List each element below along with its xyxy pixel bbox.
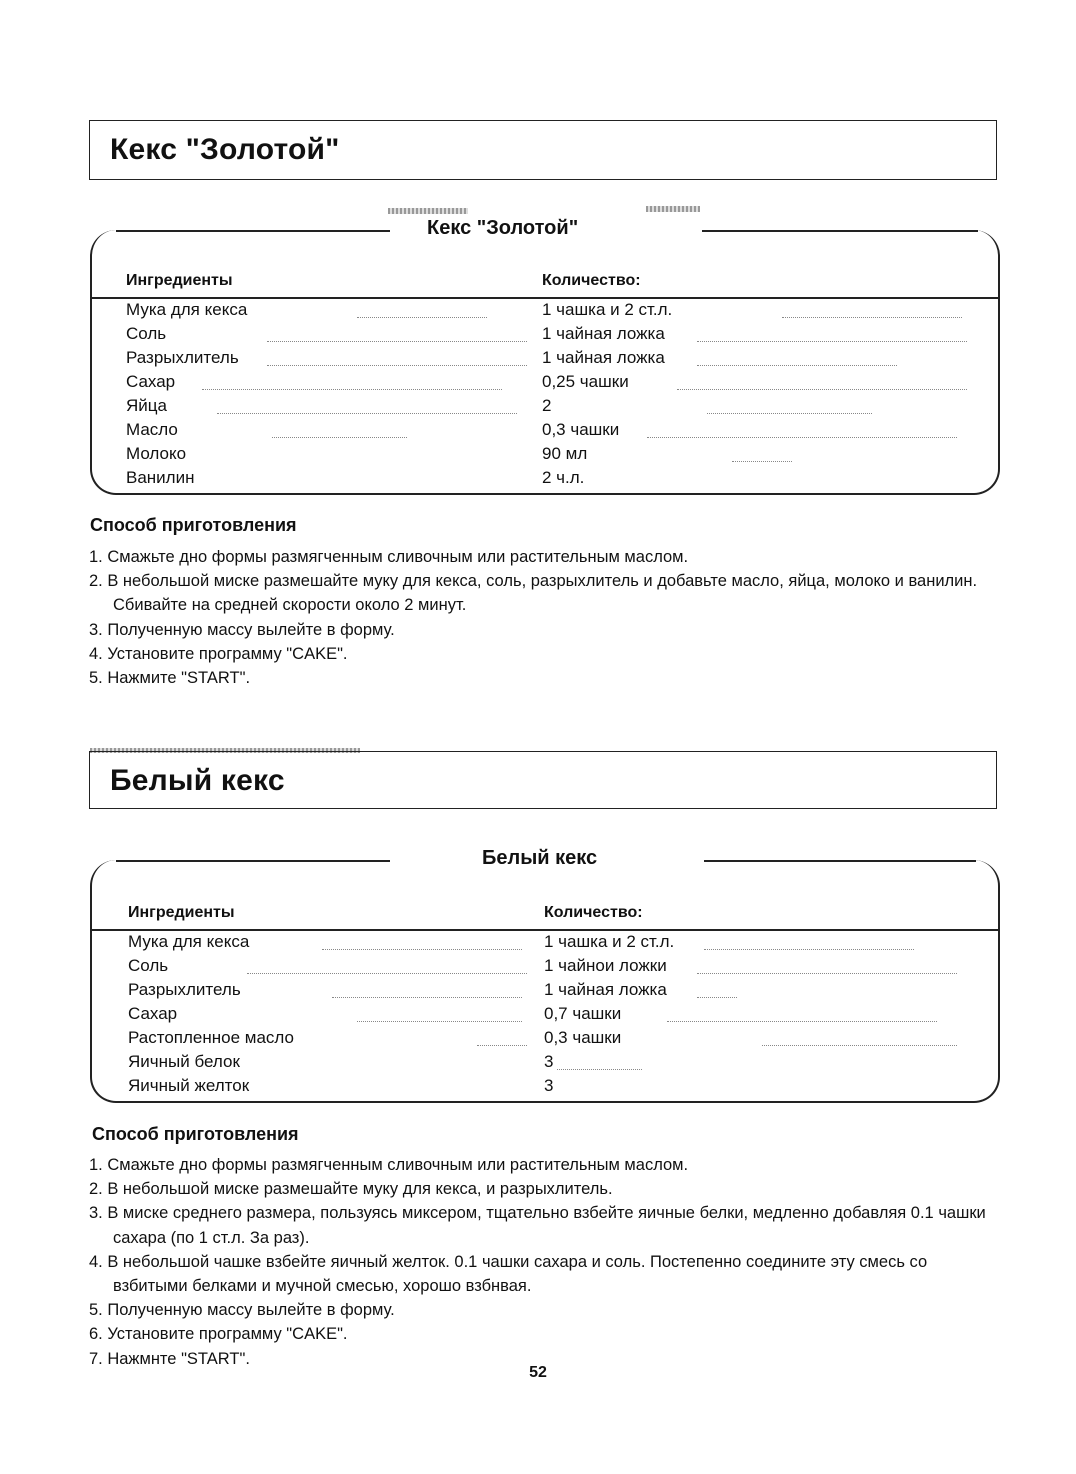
header-rule (92, 297, 998, 299)
section-title: Белый кекс (110, 764, 285, 797)
leader-dots (357, 1019, 522, 1022)
ingredient-row (92, 300, 998, 324)
ingredient-row (92, 468, 998, 492)
leader-dots (704, 947, 914, 950)
ingredient-quantity: 1 чайнои ложки (544, 956, 667, 975)
ingredient-name: Сахар (128, 1004, 178, 1023)
leader-dots (647, 435, 957, 438)
ingredients-column-header: Ингредиенты (128, 904, 235, 921)
ingredient-row (92, 1028, 998, 1052)
ingredient-name: Яйца (126, 396, 167, 415)
ingredient-quantity: 0,25 чашки (542, 372, 629, 391)
ingredient-row (92, 980, 998, 1004)
ingredient-row (92, 1076, 998, 1100)
leader-dots (707, 411, 872, 414)
ingredient-name: Ванилин (126, 468, 195, 487)
leader-dots (697, 971, 957, 974)
method-step: 1. Смажьте дно формы размягченным сливочным или растительным маслом. (89, 1156, 689, 1174)
method-step: 3. В миске среднего размера, пользуясь миксером, тщательно взбейте яичные белки, медленно добавляя 0.1 чашки сахара (по 1 ст.л. За раз). (89, 1204, 986, 1247)
table-title: Белый кекс (482, 847, 598, 869)
method-step: 2. В небольшой миске размешайте муку для кекса, и разрыхлитель. (89, 1180, 613, 1199)
section-title: Кекс "Золотой" (110, 133, 340, 166)
ingredient-quantity: 0,3 чашки (544, 1028, 622, 1047)
ingredient-quantity: 3 (544, 1076, 554, 1095)
leader-dots (247, 971, 527, 974)
shade-decoration (388, 208, 468, 214)
ingredient-name: Масло (126, 420, 178, 439)
ingredient-name: Разрыхлитель (128, 980, 241, 999)
method-steps (89, 545, 1004, 690)
leader-dots (267, 339, 527, 342)
leader-dots (762, 1043, 957, 1046)
ingredient-name: Разрыхлитель (126, 348, 239, 367)
ingredient-name: Сахар (126, 372, 176, 391)
method-step: 2. В небольшой миске размешайте муку для кекса, соль, разрыхлитель и добавьте масло, яйца, молоко и ванилин. Сбивайте на средней скорости около 2 минут. (89, 572, 978, 615)
ingredient-name: Мука для кекса (128, 932, 250, 951)
method-step: 7. Нажмнте "START". (89, 1349, 250, 1368)
leader-dots (267, 363, 527, 366)
ingredient-quantity: 0,3 чашки (542, 420, 620, 439)
quantity-column-header: Количество: (544, 904, 643, 921)
section-title-box (89, 120, 997, 180)
leader-dots (357, 315, 487, 318)
leader-dots (217, 411, 517, 414)
ingredient-quantity: 2 ч.л. (542, 468, 585, 487)
ingredient-quantity: 90 мл (542, 444, 588, 463)
ingredient-name: Соль (128, 956, 169, 975)
method-step: 3. Полученную массу вылейте в форму. (89, 620, 395, 639)
panel-top-line (116, 860, 390, 862)
method-step: 4. В небольшой чашке взбейте яичный желток. 0.1 чашки сахара и соль. Постепенно соедините эту смесь со взбитыми белками и мучной смесью, хорошо взбнвая. (89, 1252, 928, 1296)
leader-dots (732, 459, 792, 462)
ingredient-row (92, 372, 998, 396)
quantity-column-header: Количество: (542, 272, 641, 289)
leader-dots (557, 1067, 642, 1070)
ingredient-row (92, 956, 998, 980)
ingredient-name: Соль (126, 324, 167, 343)
method-heading: Способ приготовления (90, 515, 297, 535)
leader-dots (272, 435, 407, 438)
ingredients-panel (90, 217, 1000, 495)
ingredient-name: Молоко (126, 444, 187, 463)
panel-top-line (704, 860, 976, 862)
shade-decoration (646, 206, 700, 212)
method-steps (89, 1153, 1004, 1371)
leader-dots (332, 995, 522, 998)
ingredient-row (92, 396, 998, 420)
header-rule (92, 929, 998, 931)
ingredient-quantity: 1 чайная ложка (542, 324, 665, 343)
ingredient-quantity: 0,7 чашки (544, 1004, 622, 1023)
method-step: 6. Установите программу "CAKE". (89, 1325, 348, 1344)
leader-dots (782, 315, 962, 318)
ingredient-quantity: 1 чайная ложка (542, 348, 665, 367)
ingredient-row (92, 324, 998, 348)
ingredient-quantity: 1 чашка и 2 ст.л. (542, 300, 673, 319)
ingredient-quantity: 1 чашка и 2 ст.л. (544, 932, 675, 951)
ingredient-quantity: 2 (542, 396, 552, 415)
ingredients-column-header: Ингредиенты (126, 272, 233, 289)
ingredient-row (92, 1004, 998, 1028)
ingredient-row (92, 348, 998, 372)
method-heading: Способ приготовления (92, 1124, 299, 1144)
method-step: 5. Нажмите "START". (89, 669, 251, 688)
ingredient-name: Растопленное масло (128, 1028, 294, 1047)
section-title-box (89, 751, 997, 809)
leader-dots (677, 387, 967, 390)
leader-dots (667, 1019, 937, 1022)
leader-dots (697, 363, 897, 366)
page-number: 52 (529, 1364, 547, 1381)
panel-top-line (116, 230, 390, 232)
leader-dots (697, 995, 737, 998)
ingredient-row (92, 444, 998, 468)
ingredient-row (92, 1052, 998, 1076)
ingredient-row (92, 420, 998, 444)
method-step: 1. Смажьте дно формы размягченным сливочным или растительным маслом. (89, 548, 689, 566)
ingredients-panel (90, 847, 1000, 1103)
ingredient-name: Яичный желток (128, 1076, 250, 1095)
leader-dots (322, 947, 522, 950)
leader-dots (477, 1043, 527, 1046)
panel-top-line (702, 230, 978, 232)
ingredient-name: Яичный белок (128, 1052, 240, 1071)
ingredient-row (92, 932, 998, 956)
method-step: 4. Установите программу "CAKE". (89, 644, 348, 663)
ingredient-quantity: 1 чайная ложка (544, 980, 667, 999)
table-title: Кекс "Золотой" (427, 217, 579, 239)
ingredient-name: Мука для кекса (126, 300, 248, 319)
leader-dots (202, 387, 502, 390)
method-step: 5. Полученную массу вылейте в форму. (89, 1301, 395, 1320)
ingredient-quantity: 3 (544, 1052, 554, 1071)
leader-dots (697, 339, 967, 342)
